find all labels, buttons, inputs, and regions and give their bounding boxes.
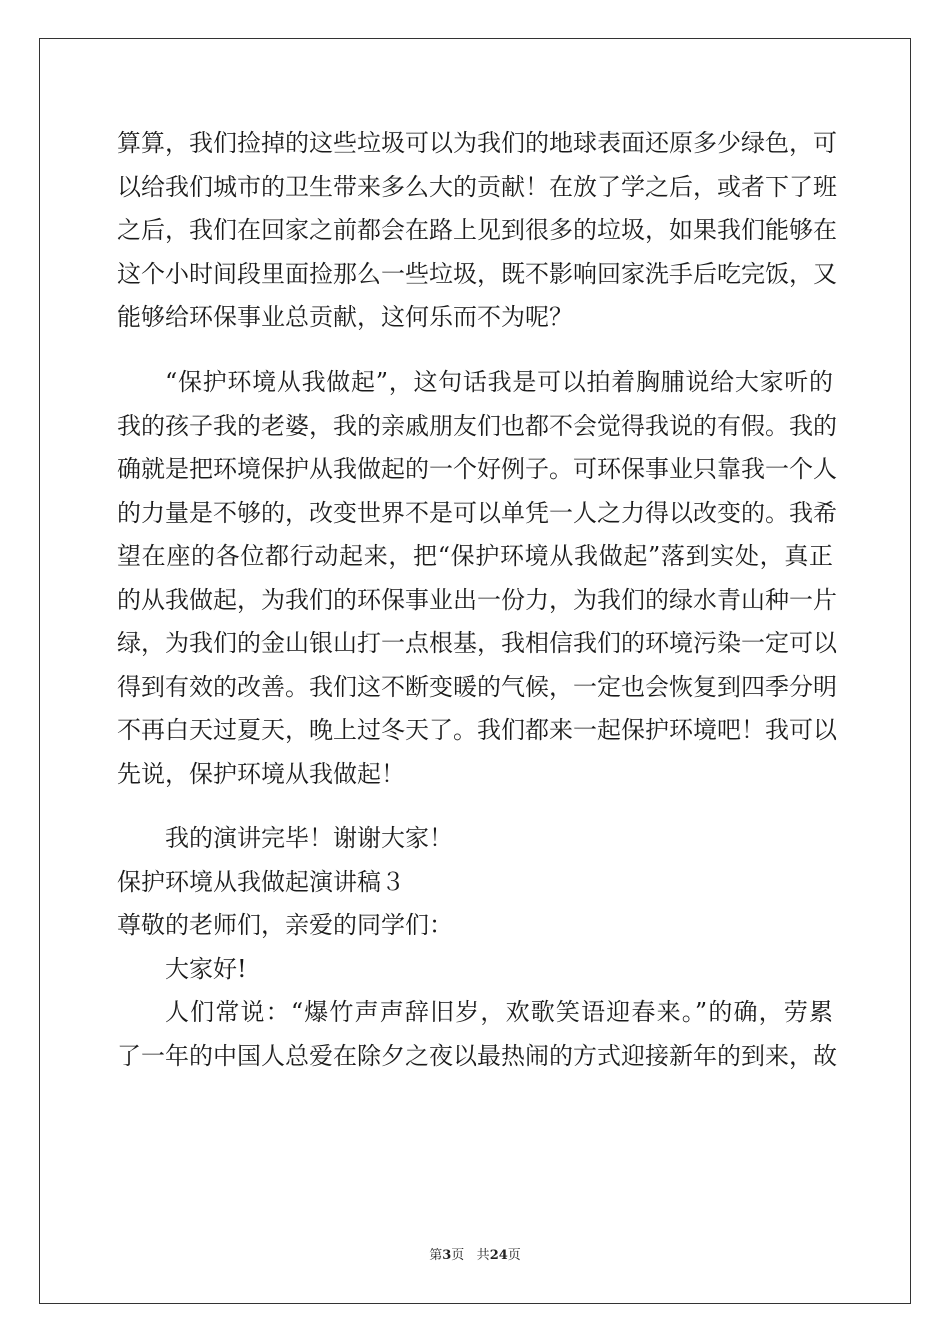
page-footer [0, 1248, 950, 1264]
section-title: 保护环境从我做起演讲稿３ [117, 867, 405, 896]
page-prefix: 第 [429, 1248, 443, 1263]
paragraph-line: 这个小时间段里面捡那么一些垃圾，既不影响回家洗手后吃完饭，又 [117, 259, 837, 288]
paragraph-line: 能够给环保事业总贡献，这何乐而不为呢？ [117, 303, 573, 331]
paragraph-line: 绿，为我们的金山银山打一点根基，我相信我们的环境污染一定可以 [117, 629, 837, 657]
paragraph-line: 以给我们城市的卫生带来多么大的贡献！在放了学之后，或者下了班 [117, 172, 837, 201]
paragraph-line: 之后，我们在回家之前都会在路上见到很多的垃圾，如果我们能够在 [117, 216, 837, 244]
paragraph-line: 人们常说：“爆竹声声辞旧岁，欢歌笑语迎春来。”的确，劳累 [165, 998, 833, 1026]
paragraph-line: 不再白天过夏天，晚上过冬天了。我们都来一起保护环境吧！我可以 [117, 716, 837, 744]
paragraph-line: 了一年的中国人总爱在除夕之夜以最热闹的方式迎接新年的到来，故 [117, 1041, 837, 1070]
closing-line: 我的演讲完毕！谢谢大家！ [165, 824, 453, 852]
paragraph-line: 先说，保护环境从我做起！ [117, 759, 405, 788]
paragraph-line: 算算，我们捡掉的这些垃圾可以为我们的地球表面还原多少绿色，可 [117, 129, 837, 157]
paragraph-line: 我的孩子我的老婆，我的亲戚朋友们也都不会觉得我说的有假。我的 [117, 411, 837, 440]
page-number: 3 [442, 1248, 452, 1263]
total-prefix: 共 [476, 1248, 490, 1263]
total-suffix: 页 [507, 1248, 521, 1263]
page-suffix: 页 [451, 1248, 465, 1263]
salutation: 尊敬的老师们，亲爱的同学们： [117, 911, 453, 939]
paragraph-line: “保护环境从我做起”，这句话我是可以拍着胸脯说给大家听的 [165, 368, 833, 396]
paragraph-line: 确就是把环境保护从我做起的一个好例子。可环保事业只靠我一个人 [117, 455, 837, 483]
paragraph-line: 望在座的各位都行动起来，把“保护环境从我做起”落到实处，真正 [117, 542, 833, 570]
greeting: 大家好! [165, 954, 247, 983]
paragraph-line: 的力量是不够的，改变世界不是可以单凭一人之力得以改变的。我希 [117, 498, 837, 527]
paragraph-line: 的从我做起，为我们的环保事业出一份力，为我们的绿水青山种一片 [117, 585, 837, 614]
total-pages: 24 [489, 1248, 508, 1263]
paragraph-line: 得到有效的改善。我们这不断变暖的气候，一定也会恢复到四季分明 [117, 672, 837, 701]
